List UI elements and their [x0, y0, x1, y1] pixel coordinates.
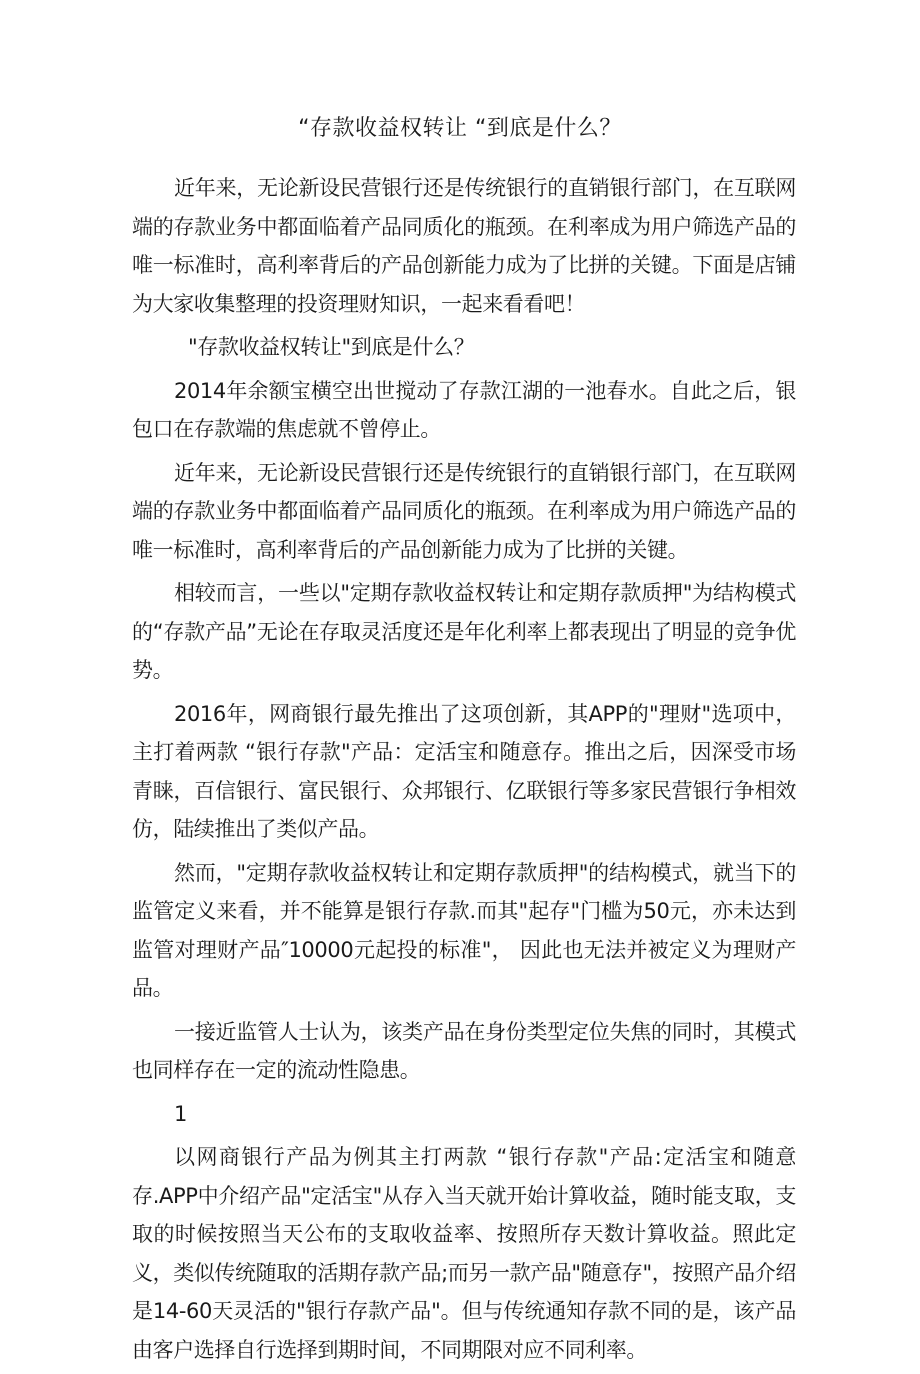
paragraph-repeat-intro: 近年来，无论新设民营银行还是传统银行的直销银行部门，在互联网端的存款业务中都面临着产品同质化的瓶颈。在利率成为用户筛选产品的唯一标准时，高利率背后的产品创新能力成为了比拼的关键。 [132, 460, 796, 562]
document-title: “存款收益权转让 “到底是什么？ [298, 116, 622, 141]
paragraph-comparison: 相较而言，一些以"定期存款收益权转让和定期存款质押"为结构模式的“存款产品”无论在存取灵活度还是年化利率上都表现出了明显的竞争优势。 [132, 581, 796, 682]
paragraph-example: 以网商银行产品为例其主打两款 “银行存款"产品:定活宝和随意存.APP中介绍产品"定活宝"从存入当天就开始计算收益，随时能支取，支取的时候按照当天公布的支取收益率、按照所存天数计算收益。照此定义，类似传统随取的活期存款产品;而另一款产品"随意存"，按照产品介绍是14-60天灵活的"银行存款产品"。但与传统通知存款不同的是，该产品由客户选择自行选择到期时间，不同期限对应不同利率。 [132, 1145, 796, 1362]
paragraph-subheading: "存款收益权转让"到底是什么？ [188, 335, 475, 359]
paragraph-intro: 近年来，无论新设民营银行还是传统银行的直销银行部门，在互联网端的存款业务中都面临着产品同质化的瓶颈。在利率成为用户筛选产品的唯一标准时，高利率背后的产品创新能力成为了比拼的关键。下面是店铺为大家收集整理的投资理财知识，一起来看看吧！ [132, 176, 796, 316]
paragraph-yuebao: 2014年余额宝横空出世搅动了存款江湖的一池春水。自此之后，银包口在存款端的焦虑就不曾停止。 [132, 378, 796, 441]
section-number: 1 [174, 1101, 187, 1126]
paragraph-liquidity: 一接近监管人士认为，该类产品在身份类型定位失焦的同时，其模式也同样存在一定的流动性隐患。 [132, 1019, 796, 1082]
document-body [132, 169, 796, 1374]
paragraph-regulation: 然而，"定期存款收益权转让和定期存款质押"的结构模式，就当下的监管定义来看，并不能算是银行存款.而其"起存"门槛为50元，亦未达到监管对理财产品″10000元起投的标准"， 因此也无法并被定义为理财产品。 [132, 860, 796, 1000]
paragraph-2016: 2016年，网商银行最先推出了这项创新，其APP的"理财"选项中，主打着两款 “银行存款"产品：定活宝和随意存。推出之后，因深受市场青睐，百信银行、富民银行、众邦银行、亿联银行等多家民营银行争相效仿，陆续推出了类似产品。 [132, 701, 796, 841]
